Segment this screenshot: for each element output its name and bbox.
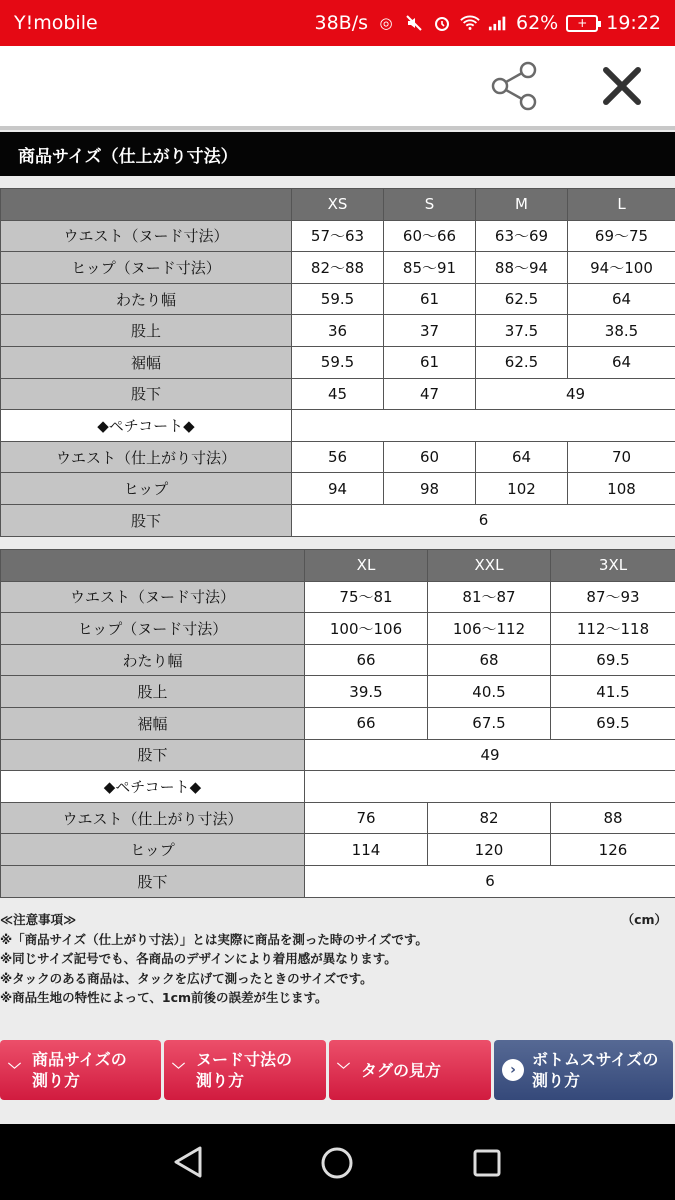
cell: 85〜91 — [384, 252, 476, 284]
button-label: 商品サイズの 測り方 — [32, 1050, 127, 1090]
cell: 98 — [384, 473, 476, 505]
cell: 61 — [384, 346, 476, 378]
button-label: タグの見方 — [361, 1060, 442, 1080]
cell: 59.5 — [292, 283, 384, 315]
app-bar — [0, 46, 675, 130]
note-line: ※タックのある商品は、タックを広げて測ったときのサイズです。 — [0, 970, 373, 986]
notes-header — [0, 910, 675, 930]
cell: 69〜75 — [568, 220, 675, 252]
cell: 81〜87 — [428, 581, 551, 613]
battery-percent: 62% — [516, 12, 559, 34]
table-row — [1, 378, 675, 410]
cell: 120 — [428, 834, 551, 866]
cell: 100〜106 — [305, 613, 428, 645]
bottoms-size-guide-button[interactable] — [494, 1040, 673, 1100]
cell — [305, 771, 675, 803]
section-title: 商品サイズ（仕上がり寸法） — [0, 132, 675, 176]
cell: 66 — [305, 707, 428, 739]
cell: 40.5 — [428, 676, 551, 708]
cell: 6 — [292, 504, 675, 536]
cell: 82 — [428, 802, 551, 834]
cell: 38.5 — [568, 315, 675, 347]
table-row — [1, 613, 675, 645]
cell: 112〜118 — [551, 613, 675, 645]
home-icon[interactable] — [320, 1146, 354, 1180]
cell: 62.5 — [476, 346, 568, 378]
table-row — [1, 346, 675, 378]
system-nav-bar — [0, 1124, 675, 1200]
row-label: ヒップ — [1, 473, 292, 505]
header-l: L — [568, 189, 675, 221]
cell: 66 — [305, 644, 428, 676]
cell: 94 — [292, 473, 384, 505]
cell: 62.5 — [476, 283, 568, 315]
header-xl: XL — [305, 550, 428, 582]
mute-icon — [404, 13, 424, 33]
measure-nude-size-button[interactable] — [164, 1040, 326, 1100]
cell: 63〜69 — [476, 220, 568, 252]
row-label: ウエスト（ヌード寸法） — [1, 581, 305, 613]
cell: 49 — [305, 739, 675, 771]
cell: 56 — [292, 441, 384, 473]
cell: 76 — [305, 802, 428, 834]
measure-product-size-button[interactable] — [0, 1040, 161, 1100]
cell: 68 — [428, 644, 551, 676]
row-label: 股上 — [1, 315, 292, 347]
note-line: ※商品生地の特性によって、1cm前後の誤差が生じます。 — [0, 990, 328, 1005]
row-label: 股下 — [1, 378, 292, 410]
cell: 69.5 — [551, 707, 675, 739]
cell: 39.5 — [305, 676, 428, 708]
header-corner — [1, 189, 292, 221]
back-icon[interactable] — [170, 1144, 206, 1180]
row-label: ヒップ（ヌード寸法） — [1, 252, 292, 284]
row-label: 股下 — [1, 865, 305, 897]
guide-buttons — [0, 1040, 675, 1100]
table-header-row — [1, 189, 675, 221]
cell: 61 — [384, 283, 476, 315]
unit-label: （cm） — [621, 912, 667, 927]
header-xxl: XXL — [428, 550, 551, 582]
cell: 69.5 — [551, 644, 675, 676]
cell: 114 — [305, 834, 428, 866]
table-row — [1, 581, 675, 613]
cell: 75〜81 — [305, 581, 428, 613]
cell: 64 — [476, 441, 568, 473]
cell: 108 — [568, 473, 675, 505]
table-row — [1, 707, 675, 739]
table-row — [1, 315, 675, 347]
clock: 19:22 — [606, 12, 661, 34]
table-row — [1, 283, 675, 315]
wifi-icon — [460, 13, 480, 33]
row-label: ウエスト（仕上がり寸法） — [1, 802, 305, 834]
row-label: わたり幅 — [1, 644, 305, 676]
row-label: 股下 — [1, 504, 292, 536]
cell: 59.5 — [292, 346, 384, 378]
table-row — [1, 252, 675, 284]
note-line: ※「商品サイズ（仕上がり寸法）」とは実際に商品を測った時のサイズです。 — [0, 931, 428, 947]
table-row — [1, 504, 675, 536]
size-table-1 — [0, 188, 675, 537]
cell: 57〜63 — [292, 220, 384, 252]
cell: 67.5 — [428, 707, 551, 739]
tag-guide-button[interactable] — [329, 1040, 491, 1100]
chevron-down-icon: ﹀ — [337, 1062, 351, 1078]
cell: 64 — [568, 283, 675, 315]
button-label: ヌード寸法の 測り方 — [196, 1050, 293, 1090]
table-header-row — [1, 550, 675, 582]
close-icon[interactable] — [598, 62, 646, 110]
row-label: ヒップ — [1, 834, 305, 866]
header-m: M — [476, 189, 568, 221]
cell — [292, 410, 675, 442]
cell: 36 — [292, 315, 384, 347]
cell: 60〜66 — [384, 220, 476, 252]
cell: 102 — [476, 473, 568, 505]
table-row — [1, 644, 675, 676]
row-label: 股下 — [1, 739, 305, 771]
notes — [0, 910, 675, 1008]
cell: 88 — [551, 802, 675, 834]
header-xs: XS — [292, 189, 384, 221]
petticoat-heading: ◆ペチコート◆ — [1, 410, 292, 442]
header-s: S — [384, 189, 476, 221]
table-row — [1, 410, 675, 442]
cell: 70 — [568, 441, 675, 473]
recent-apps-icon[interactable] — [472, 1148, 502, 1178]
header-3xl: 3XL — [551, 550, 675, 582]
table-row — [1, 220, 675, 252]
header-corner — [1, 550, 305, 582]
status-bar — [0, 0, 675, 46]
notes-heading: ≪注意事項≫ — [0, 912, 77, 927]
table-row — [1, 676, 675, 708]
cell: 47 — [384, 378, 476, 410]
carrier-name: Y!mobile — [14, 12, 98, 34]
data-saver-icon: ◎ — [379, 14, 393, 32]
row-label: 股上 — [1, 676, 305, 708]
cell: 6 — [305, 865, 675, 897]
chevron-down-icon: ﹀ — [8, 1062, 22, 1078]
row-label: 裾幅 — [1, 346, 292, 378]
cell: 37.5 — [476, 315, 568, 347]
cell: 64 — [568, 346, 675, 378]
table-row — [1, 441, 675, 473]
button-label: ボトムスサイズの 測り方 — [532, 1050, 659, 1090]
table-row — [1, 771, 675, 803]
cell: 82〜88 — [292, 252, 384, 284]
size-table-2 — [0, 549, 675, 898]
alarm-icon — [432, 13, 452, 33]
cell: 45 — [292, 378, 384, 410]
chevron-right-icon: › — [502, 1059, 524, 1081]
cell: 49 — [476, 378, 675, 410]
status-icons — [314, 12, 661, 34]
cell: 94〜100 — [568, 252, 675, 284]
row-label: ウエスト（ヌード寸法） — [1, 220, 292, 252]
share-icon[interactable] — [490, 60, 542, 112]
cell: 126 — [551, 834, 675, 866]
network-speed: 38B/s — [314, 12, 368, 34]
cell: 60 — [384, 441, 476, 473]
signal-icon — [488, 13, 508, 33]
row-label: わたり幅 — [1, 283, 292, 315]
cell: 106〜112 — [428, 613, 551, 645]
chevron-down-icon: ﹀ — [172, 1062, 186, 1078]
battery-icon: + — [566, 15, 598, 32]
cell: 87〜93 — [551, 581, 675, 613]
cell: 88〜94 — [476, 252, 568, 284]
table-row — [1, 865, 675, 897]
note-line: ※同じサイズ記号でも、各商品のデザインにより着用感が異なります。 — [0, 951, 397, 966]
table-row — [1, 473, 675, 505]
row-label: ヒップ（ヌード寸法） — [1, 613, 305, 645]
cell: 37 — [384, 315, 476, 347]
table-row — [1, 834, 675, 866]
cell: 41.5 — [551, 676, 675, 708]
row-label: 裾幅 — [1, 707, 305, 739]
row-label: ウエスト（仕上がり寸法） — [1, 441, 292, 473]
petticoat-heading: ◆ペチコート◆ — [1, 771, 305, 803]
table-row — [1, 739, 675, 771]
table-row — [1, 802, 675, 834]
